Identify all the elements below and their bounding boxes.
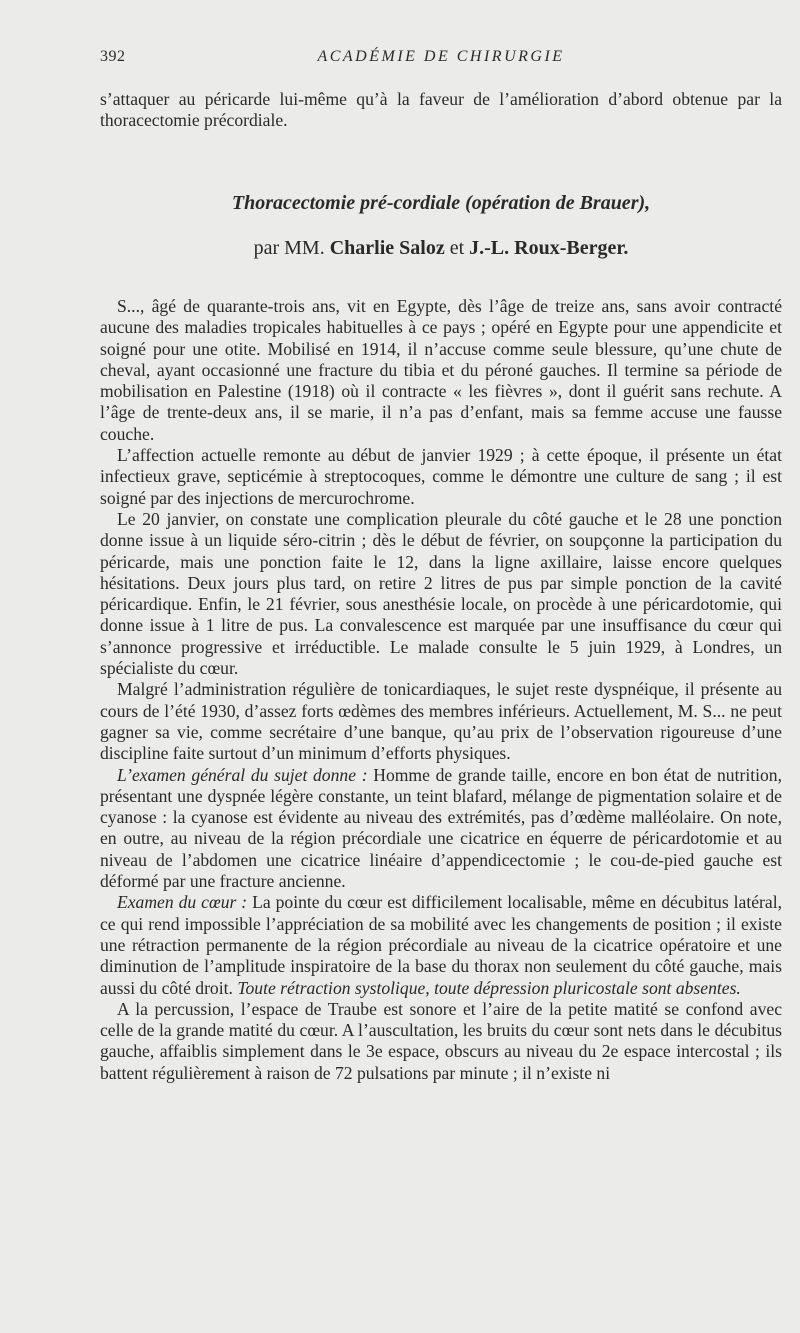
- journal-title: ACADÉMIE DE CHIRURGIE: [317, 48, 565, 65]
- paragraph-patient-history: S..., âgé de quarante-trois ans, vit en Egypte, dès l’âge de treize ans, sans avoir contracté aucune des maladies tropicales habituelles à ce pays ; opéré en Egypte pour une appendicite et soigné pour une otite. Mobilisé en 1914, il n’accuse comme seule blessure, qu’une chute de cheval, ayant occasionné une fracture du tibia et du péroné gauches. Il termine sa période de mobilisation en Palestine (1918) où il contracte « les fièvres », dont il guérit sans rechute. A l’âge de trente-deux ans, il se marie, il n’a pas d’enfant, mais sa femme accuse une fausse couche.: [100, 296, 782, 444]
- heart-exam-text: La pointe du cœur est difficilement localisable, même en décubitus latéral, ce qui rend impossible l’appréciation de sa mobilité avec les changements de position ; il existe une rétraction permanente de la région précordiale au niveau de la cicatrice opératoire et une diminution de l’amplitude inspiratoire de la base du thorax non seulement du côté gauche, mais aussi du côté droit.: [100, 892, 782, 998]
- heart-exam-lead: Examen du cœur :: [117, 892, 248, 913]
- heart-exam-tail: Toute rétraction systolique, toute dépression pluricostale sont absentes.: [237, 977, 741, 998]
- general-exam-lead: L’examen général du sujet donne :: [117, 764, 368, 785]
- page-number: 392: [100, 48, 126, 65]
- authors-joiner: et: [449, 237, 465, 259]
- paragraph-treatment: Malgré l’administration régulière de tonicardiaques, le sujet reste dyspnéique, il présente au cours de l’été 1930, d’assez forts œdèmes des membres inférieurs. Actuellement, M. S... ne peut gagner sa vie, comme secrétaire d’une banque, qu’au prix de l’observation rigoureuse d’une discipline faite surtout d’un minimum d’efforts physiques.: [100, 679, 782, 764]
- intro-paragraph: [100, 89, 782, 132]
- article-title: Thoracectomie pré-cordiale (opération de Brauer),: [231, 192, 651, 214]
- paragraph-complications: Le 20 janvier, on constate une complication pleurale du côté gauche et le 28 une ponction donne issue à un liquide séro-citrin ; dès le début de février, on soupçonne la participation du péricarde, mais une ponction faite le 12, dans la ligne axillaire, laisse encore quelques hésitations. Deux jours plus tard, on retire 2 litres de pus par simple ponction de la cavité péricardique. Enfin, le 21 février, sous anesthésie locale, on procède à une péricardotomie, qui donne issue à 1 litre de pus. La convalescence est marquée par une insuffisance du cœur qui s’annonce progressive et irréductible. Le malade consulte le 5 juin 1929, à Londres, un spécialiste du cœur.: [100, 508, 782, 679]
- paragraph-percussion: A la percussion, l’espace de Traube est sonore et l’aire de la petite matité se confond avec celle de la grande matité du cœur. A l’auscultation, les bruits du cœur sont nets dans le décubitus gauche, affaiblis simplement dans le 3e espace, obscurs au niveau du 2e espace intercostal ; ils battent régulièrement à raison de 72 pulsations par minute ; il n’existe ni: [100, 998, 782, 1083]
- author-1: Charlie Saloz: [329, 237, 445, 259]
- author-2: J.-L. Roux-Berger.: [469, 237, 629, 259]
- paragraph-general-exam: [100, 765, 782, 893]
- running-head: [100, 48, 782, 68]
- article-authors: [100, 237, 782, 260]
- general-exam-text: Homme de grande taille, encore en bon état de nutrition, présentant une dyspnée légère constante, un teint blafard, mélange de pigmentation solaire et de cyanose : la cyanose est évidente au niveau des extrémités, pas d’œdème malléolaire. On note, en outre, au niveau de la région précordiale une cicatrice en équerre de péricardotomie et au niveau de l’abdomen une cicatrice linéaire d’appendicectomie ; le cou-de-pied gauche est déformé par une fracture ancienne.: [100, 764, 782, 892]
- paragraph-current-affection: L’affection actuelle remonte au début de janvier 1929 ; à cette époque, il présente un état infectieux grave, septicémie à streptocoques, comme le démontre une culture de sang ; il est soigné par des injections de mercurochrome.: [100, 445, 782, 508]
- authors-prefix: par MM.: [253, 237, 325, 259]
- intro-text: s’attaquer au péricarde lui-même qu’à la faveur de l’amélioration d’abord obtenue par la thoracectomie précordiale.: [100, 89, 782, 131]
- paragraph-heart-exam: [100, 892, 782, 998]
- article-body: [100, 296, 782, 1084]
